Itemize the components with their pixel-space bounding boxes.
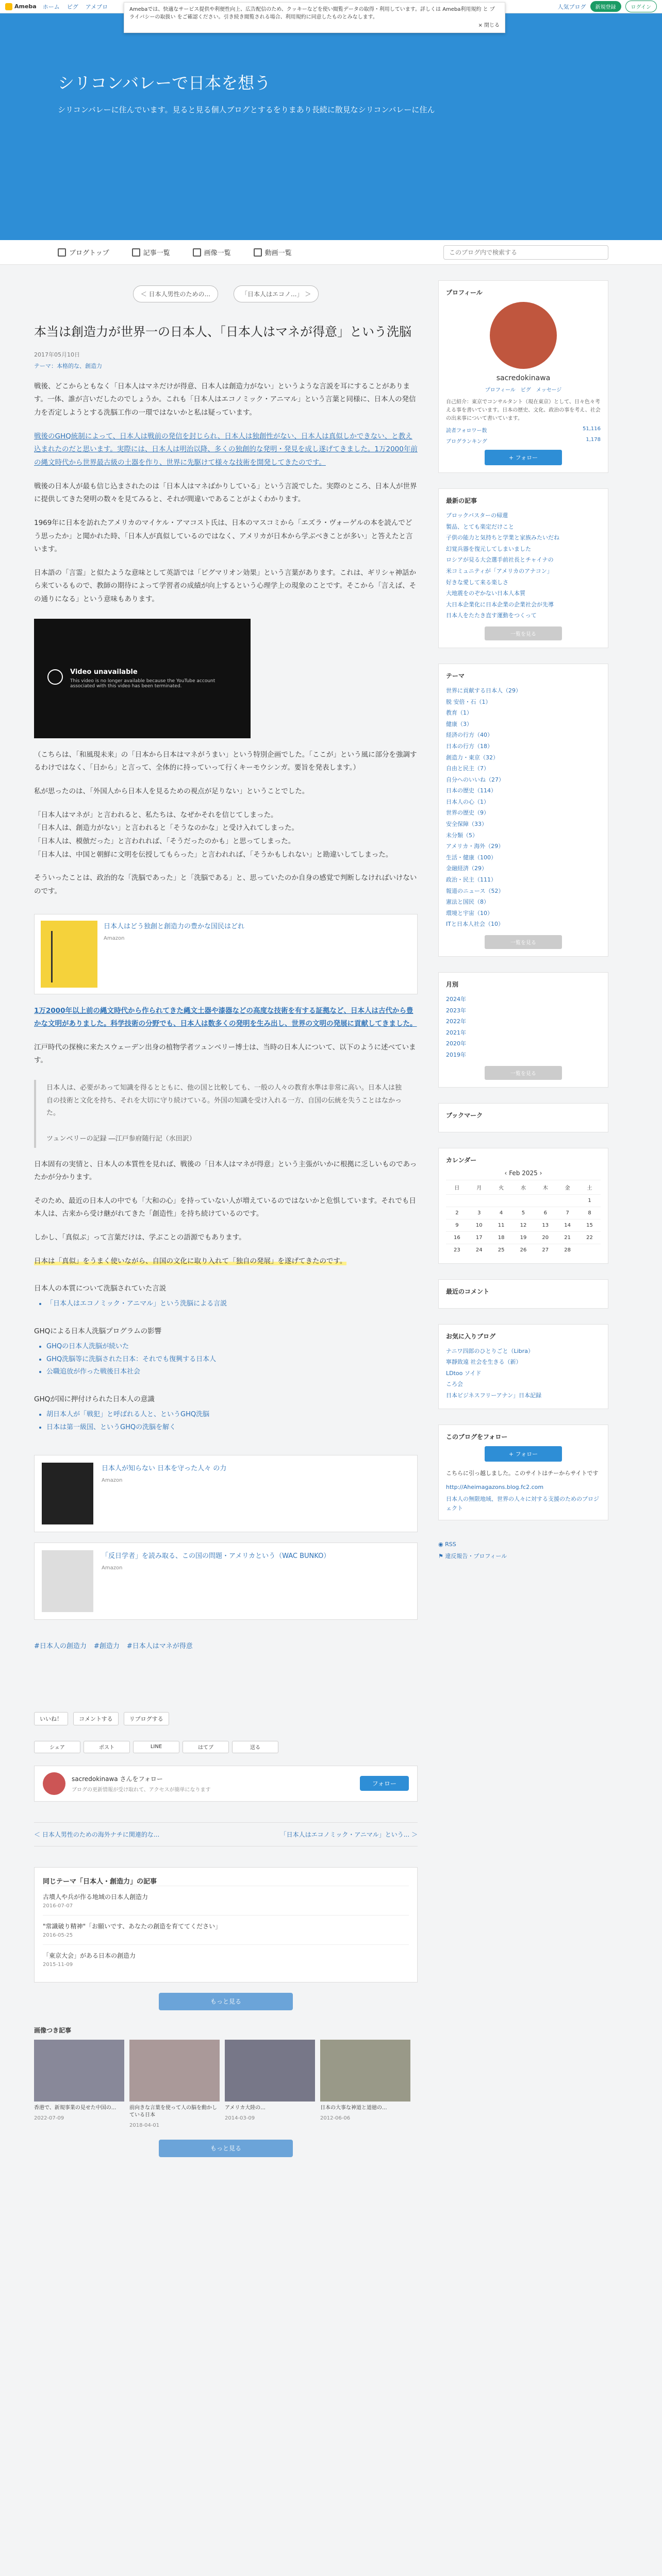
article-paragraph: しかし、「真似ぶ」って言葉だけは、学ぶことの語源でもあります。 <box>34 1233 246 1242</box>
image-post-card[interactable] <box>320 2040 410 2129</box>
theme-link[interactable]: 憲法と国民（8） <box>446 899 489 906</box>
follow-blog-heading: このブログをフォロー <box>446 1433 508 1440</box>
hatebu-button[interactable]: はてブ <box>183 1741 229 1753</box>
theme-link[interactable]: 生活・健康（100） <box>446 854 496 861</box>
hashtag[interactable]: #日本人はマネが得意 <box>126 1642 193 1650</box>
book-title[interactable]: 日本人が知らない 日本を守った人々 の力 <box>102 1464 227 1472</box>
blog-nav-articles[interactable]: 記事一覧 <box>132 247 170 257</box>
stat-value: 51,116 <box>583 426 601 432</box>
list-item[interactable] <box>43 1886 409 1915</box>
global-header <box>0 0 662 28</box>
calendar-day: 1 <box>578 1194 601 1207</box>
favorite-blog-link[interactable]: ナニワ四郎のひとりごと（Libra） <box>446 1347 534 1354</box>
recent-post-link[interactable]: 子供の能力と気持ちと学業と家族みたいだね <box>446 534 559 541</box>
sidebar <box>438 265 608 1560</box>
thumbnail <box>34 2040 124 2102</box>
thumbnail <box>129 2040 220 2102</box>
theme-link[interactable]: 健康（3） <box>446 720 472 727</box>
theme-link[interactable]: アメリカ・海外（29） <box>446 843 504 850</box>
amazon-book-card[interactable] <box>34 914 418 994</box>
chevron-left-icon[interactable]: ‹ <box>504 1169 507 1177</box>
book-cover <box>42 1463 93 1524</box>
calendar-day <box>534 1194 556 1207</box>
calendar-day: 3 <box>468 1207 490 1219</box>
calendar-day: 9 <box>446 1219 468 1231</box>
image-post-title[interactable]: アメリカ大陸の... <box>225 2105 266 2111</box>
calendar-day: 13 <box>534 1219 556 1231</box>
section-title: GHQによる日本人洗脳プログラムの影響 <box>34 1327 162 1336</box>
article <box>34 323 418 2157</box>
article-theme[interactable]: テーマ：本格的な、創造力 <box>34 362 102 369</box>
recent-comments-box <box>438 1279 608 1309</box>
stat-value: 1,178 <box>586 437 601 443</box>
article-inline-link[interactable]: 1万2000年以上前の縄文時代から作られてきた縄文土器や漆器などの高度な技術を有する証拠など、日本人は古代から豊かな文明がありました。科学技術の分野でも、日本人は数多くの発明を生み出し、世界の文明の発展に貢献してきました。 <box>34 1006 417 1028</box>
calendar-day <box>446 1194 468 1207</box>
profile-links[interactable]: プロフィール ピグ メッセージ <box>485 387 562 393</box>
comment-button[interactable]: コメントする <box>73 1712 119 1725</box>
favorite-blog-link[interactable]: LDtoo ソイド <box>446 1369 482 1377</box>
global-nav <box>43 3 108 11</box>
profile-bio: 自己紹介：東京でコンサルタント（現在東京）として、日々色々考える事を書いています。日本の歴史、文化、政治の事を考え、社会の出来事について書いています。 <box>446 399 601 421</box>
theme-link[interactable]: 自由と民主（7） <box>446 765 489 772</box>
hashtag[interactable]: #創造力 <box>93 1642 120 1650</box>
blog-nav-videos[interactable]: 動画一覧 <box>254 247 292 257</box>
recent-posts-box <box>438 488 608 648</box>
cookie-notice-close-button[interactable]: × 閉じる <box>478 23 500 28</box>
article-paragraph: 私が思ったのは、「外国人から日本人を見るための視点が足りない」ということでした。 <box>34 787 309 796</box>
book-source: Amazon <box>102 1477 123 1483</box>
article-paragraph: 江戸時代の探検に来たスウェーデン出身の植物学者ツュンベリー博士は、当時の日本人について、以下のように述べています。 <box>34 1043 416 1065</box>
themes-box <box>438 664 608 957</box>
weekday: 金 <box>556 1180 578 1194</box>
stat-label[interactable]: ブログランキング <box>446 439 487 445</box>
send-button[interactable]: 送る <box>232 1741 278 1753</box>
favorite-blog-link[interactable]: ころ会 <box>446 1381 463 1388</box>
global-nav-pigg[interactable]: ピグ <box>67 3 78 10</box>
blog-search-input[interactable] <box>443 245 608 260</box>
theme-link[interactable]: 金融経済（29） <box>446 865 487 872</box>
link-list-item[interactable]: • GHQ洗脳等に洗脳された日本：それでも復興する日本人 <box>46 1353 418 1366</box>
image-post-card[interactable] <box>129 2040 220 2129</box>
article-title[interactable]: 本当は創造力が世界一の日本人、「日本人はマネが得意」という洗脳 <box>34 325 411 339</box>
external-link[interactable]: http://Aheimagazons.blog.fc2.com <box>446 1484 544 1491</box>
image-post-date: 2012-06-06 <box>320 2115 351 2121</box>
theme-link[interactable]: 創造力・東京（32） <box>446 754 499 761</box>
recent-heading: 最新の記事 <box>446 497 477 504</box>
theme-link[interactable]: 安全保障（33） <box>446 821 487 828</box>
link-list-item[interactable]: • 「日本人はエコノミック・アニマル」という洗脳による言説 <box>46 1298 418 1311</box>
article-paragraph: 戦後の日本人が最も信じ込まされたのは「日本人はマネばかりしている」という言説でした。実際のところ、日本人が世界に提供してきた発明の数々を見てみると、それが間違いであることがよくわかります。 <box>34 482 417 504</box>
profile-name[interactable]: sacredokinawa <box>496 374 551 382</box>
theme-link[interactable]: 政治・民主（111） <box>446 876 496 884</box>
flag-icon: ⚑ <box>438 1553 443 1560</box>
avatar[interactable] <box>43 1772 65 1795</box>
recent-post-link[interactable]: 製品、とても楽定だけこと <box>446 523 514 530</box>
theme-link[interactable]: 教育（1） <box>446 709 472 717</box>
link-list-item[interactable]: • GHQの日本人洗脳が続いた <box>46 1341 418 1353</box>
section-title: 日本人の本質について洗脳されていた言説 <box>34 1284 167 1293</box>
image-post-card[interactable] <box>34 2040 124 2129</box>
related-item-title[interactable]: 「東京大会」がある日本の創造力 <box>43 1952 136 1959</box>
calendar-day <box>578 1244 601 1256</box>
article-paragraph <box>34 1255 418 1268</box>
pager-top <box>34 285 418 302</box>
recent-post-link[interactable]: 日本人をたたき直す運動をつくって <box>446 612 537 619</box>
avatar[interactable] <box>490 302 557 369</box>
image-posts-title: 画像つき記事 <box>34 2026 72 2034</box>
theme-link[interactable]: 日本の行方（18） <box>446 742 493 750</box>
external-link[interactable]: 日本人の無限地域、世界の人々に対する支援のためのプロジェクト <box>446 1496 599 1512</box>
blog-nav-top[interactable]: ブログトップ <box>58 247 109 257</box>
more-images-button[interactable]: もっと見る <box>159 2140 293 2157</box>
archive-link[interactable]: 2023年 <box>446 1007 466 1014</box>
more-recent-button[interactable]: 一覧を見る <box>485 626 562 640</box>
book-source: Amazon <box>102 1565 123 1571</box>
hashtags <box>34 1640 418 1650</box>
global-nav-ameblo[interactable]: アメブロ <box>85 3 108 10</box>
calendar-month <box>446 1170 601 1177</box>
related-item-title[interactable]: "常識破り精神"「お願いです、あなたの創造を育ててください」 <box>43 1922 222 1930</box>
prev-article-link[interactable]: ＜ 日本人男性のための... <box>133 285 218 302</box>
calendar-heading: カレンダー <box>446 1156 477 1164</box>
calendar-day <box>490 1194 512 1207</box>
recent-post-link[interactable]: 好きな愛して来る楽しさ <box>446 579 508 586</box>
article-paragraph: 1969年に日本を訪れたアメリカのマイケル・アマコスト氏は、日本のマスコミから「エズラ・ヴォーゲルの本を読んでどう思ったか」と聞かれた時、「日本人が真似しているのではなく、アメリカが日本から学ぶべきことが多い」と答えたと言います。 <box>34 518 413 554</box>
author-follow-box <box>34 1766 418 1802</box>
weekday: 木 <box>534 1180 556 1194</box>
link-list-item[interactable]: • 日本は第一級国、というGHQの洗脳を解く <box>46 1421 418 1434</box>
more-themes-button[interactable]: 一覧を見る <box>485 935 562 949</box>
recent-post-link[interactable]: 大地震をのぞかない日本人本質 <box>446 590 525 597</box>
video-unavailable-text: This video is no longer available because the YouTube account associated with this video has been terminated. <box>70 678 216 689</box>
follow-button[interactable]: フォロー <box>360 1776 409 1791</box>
recent-post-link[interactable]: ブロックバスターの帰還 <box>446 512 508 519</box>
recent-post-link[interactable]: 米コミュニティが「アメリカのアナコン」 <box>446 567 553 574</box>
like-button[interactable]: いいね！ <box>34 1712 68 1725</box>
article-paragraph: （こちらは、「和風現未来」の「日本から日本はマネがうまい」という特別企画でした。「ここが」という風に部分を強調するわけではなく、「日から」と言って、全体的に持っていって行くキーモウシンガ。要旨を発表します。） <box>34 750 417 772</box>
stat-label[interactable]: 読者フォロワー数 <box>446 428 487 434</box>
bookmark-box <box>438 1103 608 1132</box>
rss-link[interactable]: ◉ RSS <box>438 1541 456 1548</box>
ameba-logo[interactable]: Ameba <box>5 3 37 10</box>
related-item-date: 2016-05-25 <box>43 1932 73 1938</box>
theme-link[interactable]: 報道のニュース（52） <box>446 887 504 894</box>
archives-heading: 月別 <box>446 981 459 988</box>
calendar-day <box>512 1194 535 1207</box>
image-posts <box>34 2026 418 2157</box>
theme-link[interactable]: 経済の行方（40） <box>446 732 493 739</box>
archive-link[interactable]: 2024年 <box>446 996 466 1003</box>
calendar-day: 8 <box>578 1207 601 1219</box>
calendar-day: 26 <box>512 1244 535 1256</box>
hashtag[interactable]: #日本人の創造力 <box>34 1642 87 1650</box>
calendar-day: 23 <box>446 1244 468 1256</box>
related-item-date: 2015-11-09 <box>43 1961 73 1968</box>
weekday: 火 <box>490 1180 512 1194</box>
link-list <box>34 1409 418 1434</box>
image-icon <box>193 248 201 257</box>
image-post-date: 2018-04-01 <box>129 2122 160 2128</box>
calendar-day: 17 <box>468 1231 490 1244</box>
calendar-day: 27 <box>534 1244 556 1256</box>
book-title[interactable]: 「反日学者」を読み取る、この国の問題・アメリカという（WAC BUNKO） <box>102 1552 330 1560</box>
register-button[interactable]: 新規登録 <box>590 1 621 12</box>
recent-post-link[interactable]: 幻覚兵器を復元してしまいました <box>446 545 531 552</box>
global-nav-home[interactable]: ホーム <box>42 3 60 10</box>
login-button[interactable]: ログイン <box>625 1 657 12</box>
favorite-blogs-box <box>438 1324 608 1409</box>
video-icon <box>254 248 262 257</box>
image-post-date: 2014-03-09 <box>225 2115 255 2121</box>
home-icon <box>58 248 66 257</box>
theme-link[interactable]: 自分へのいいね（27） <box>446 776 504 783</box>
main-column <box>34 265 418 2157</box>
ameba-mark-icon <box>5 3 12 10</box>
calendar-day <box>556 1194 578 1207</box>
reaction-buttons <box>34 1712 418 1725</box>
article-paragraph: 戦後、どこからともなく「日本人はマネだけが得意、日本人は創造力がない」というような言説を耳にすることがあります。一体、誰が言いだしたのでしょうか。これも「日本人はエコノミック・アニマル」という言葉と同様に、日本人の発信力を否定しようとする洗脳工作の一環ではないかと私は疑っています。 <box>34 382 416 417</box>
recent-post-link[interactable]: 大日本企業化に日本企業の企業社会が先導 <box>446 601 554 608</box>
archive-link[interactable]: 2019年 <box>446 1051 466 1058</box>
calendar-day: 6 <box>534 1207 556 1219</box>
calendar-day: 10 <box>468 1219 490 1231</box>
article-blockquote: 日本人は、必要があって知識を得るとともに、他の国と比較しても、一般の人々の教育水準は非常に高い。日本人は独自の技術と文化を持ち、それを大切に守り続けている。外国の知識を受け入れる一方、自国の伝統を失うことはなかった。 ツュンベリーの記録 ―江戸参府随行記（水田訳） <box>34 1080 418 1147</box>
blog-description: シリコンバレーに住んでいます。見ると見る個人ブログとするをりまあり長続に散見なシリコンバレーに住ん <box>58 105 435 114</box>
archive-link[interactable]: 2021年 <box>446 1029 466 1036</box>
calendar-day: 22 <box>578 1231 601 1244</box>
related-item-date: 2016-07-07 <box>43 1903 73 1909</box>
theme-link[interactable]: 未分類（5） <box>446 832 478 839</box>
article-date: 2017年05月10日 <box>34 351 80 358</box>
theme-link[interactable]: 脱 安倍・石（1） <box>446 698 491 705</box>
profile-box <box>438 280 608 473</box>
share-button[interactable]: シェア <box>34 1741 80 1753</box>
calendar-month-label: Feb 2025 <box>509 1169 538 1177</box>
rss-icon: ◉ <box>438 1541 443 1548</box>
calendar-day: 25 <box>490 1244 512 1256</box>
blog-nav <box>0 240 662 265</box>
calendar-day: 7 <box>556 1207 578 1219</box>
alert-icon <box>47 669 63 685</box>
amazon-book-card[interactable] <box>34 1455 418 1532</box>
book-cover <box>42 1550 93 1612</box>
weekday: 水 <box>512 1180 535 1194</box>
theme-link[interactable]: 日本の歴史（114） <box>446 787 496 794</box>
next-article-link[interactable]: 「日本人はエコノ...」 ＞ <box>234 285 319 302</box>
amazon-book-card[interactable] <box>34 1543 418 1620</box>
calendar-day <box>468 1194 490 1207</box>
author-sub: ブログの更新情報が受け取れて、アクセスが簡単になります <box>72 1787 211 1793</box>
image-post-title[interactable]: 香港で、新規事業の見せた中国の... <box>34 2105 117 2111</box>
more-archives-button[interactable]: 一覧を見る <box>485 1066 562 1080</box>
calendar-day: 28 <box>556 1244 578 1256</box>
blog-header <box>0 13 662 240</box>
author-name[interactable]: sacredokinawa さんをフォロー <box>72 1775 163 1783</box>
calendar-day: 15 <box>578 1219 601 1231</box>
related-item-title[interactable]: 古墳人や兵が作る地域の日本人創造力 <box>43 1893 148 1901</box>
link-list-item[interactable]: • 胡日本人が「戦犯」と呼ばれる人と、というGHQ洗脳 <box>46 1409 418 1421</box>
recent-comments-heading: 最近のコメント <box>446 1287 490 1295</box>
archive-link[interactable]: 2022年 <box>446 1018 466 1025</box>
list-item[interactable] <box>43 1915 409 1944</box>
image-post-date: 2022-07-09 <box>34 2115 64 2121</box>
weekday: 土 <box>578 1180 601 1194</box>
article-quotes: 「日本人はマネが」と言われると、私たちは、なぜかそれを信じてしまった。 「日本人は、創造力がない」と言われると「そうなのかな」と受け入れてしまった。 「日本人は、模倣だった」と言われれば、「そうだったのかも」と思ってしまった。 「日本人は、中国と朝鮮に文明を伝授してもらった」と言われれば、「そうかもしれない」と勘違いしてしまった。 <box>34 810 393 859</box>
line-share-button[interactable]: LINE <box>133 1741 179 1753</box>
archives-box <box>438 972 608 1088</box>
theme-link[interactable]: ITと日本人社会（10） <box>446 921 504 928</box>
image-post-title[interactable]: 日本の大事な神道と道徳の... <box>320 2105 387 2111</box>
book-source: Amazon <box>104 935 125 941</box>
calendar-day: 4 <box>490 1207 512 1219</box>
calendar-box <box>438 1148 608 1264</box>
follow-button[interactable]: + フォロー <box>485 1446 562 1462</box>
related-articles <box>34 1867 418 1982</box>
article-paragraph <box>34 1005 418 1031</box>
follow-blog-box <box>438 1425 608 1521</box>
image-post-card[interactable] <box>225 2040 315 2129</box>
video-unavailable-title: Video unavailable <box>70 668 138 676</box>
theme-link[interactable]: 世界に貢献する日本人（29） <box>446 687 521 694</box>
article-paragraph: 日本語の「言霊」と似たような意味として英語では「ピグマリオン効果」という言葉があります。これは、ギリシャ神話から来ているもので、教師の期待によって学習者の成績が向上するという心理学上の現象のことです。そこから「言えば、その通りになる」という意味もあります。 <box>34 568 417 604</box>
calendar-day: 11 <box>490 1219 512 1231</box>
next-article-link[interactable]: 「日本人はエコノミック・アニマル」という... ＞ <box>280 1831 418 1838</box>
pager-bottom <box>34 1822 418 1846</box>
article-paragraph <box>34 430 418 470</box>
blog-title[interactable]: シリコンバレーで日本を想う <box>58 73 271 93</box>
article-paragraph: そのため、最近の日本人の中でも「大和の心」を持っていない人が増えているのではないかと危惧しています。それでも日本人は、古来から受け継がれてきた「創造性」を持ち続けているのです。 <box>34 1196 416 1218</box>
youtube-embed[interactable] <box>34 619 251 738</box>
theme-link[interactable]: 世界の歴史（9） <box>446 809 489 817</box>
more-related-button[interactable]: もっと見る <box>159 1993 293 2010</box>
list-icon <box>132 248 140 257</box>
book-cover <box>41 921 97 988</box>
cookie-notice <box>124 2 505 33</box>
profile-stat <box>446 426 601 434</box>
share-buttons <box>34 1741 418 1753</box>
image-post-title[interactable]: 前向きな言葉を使って人の脳を動かしている日本 <box>129 2105 217 2118</box>
list-item[interactable] <box>43 1944 409 1974</box>
thumbnail <box>225 2040 315 2102</box>
weekday: 月 <box>468 1180 490 1194</box>
thumbnail <box>320 2040 410 2102</box>
follow-box-text: こちらに引っ越しました。このサイトはチーからサイトです <box>446 1469 599 1477</box>
book-title[interactable]: 日本人はどう独創と創造力の豊かな国民はどれ <box>104 922 245 930</box>
calendar-day: 19 <box>512 1231 535 1244</box>
cookie-notice-text: Amebaでは、快適なサービス提供や利便性向上、広告配信のため、クッキーなどを使い閲覧データの取得・利用しています。詳しくは Ameba利用規約 と プライバシーの取扱い をご確認ください。引き続き閲覧される場合、利用規約に同意したものとみなします。 <box>129 7 495 20</box>
calendar-day: 24 <box>468 1244 490 1256</box>
related-title: 同じテーマ「日本人・創造力」の記事 <box>43 1877 157 1886</box>
archive-link[interactable]: 2020年 <box>446 1040 466 1047</box>
theme-link[interactable]: 日本人の心（1） <box>446 798 489 805</box>
link-list <box>34 1298 418 1311</box>
link-list <box>34 1341 418 1379</box>
calendar-day: 14 <box>556 1219 578 1231</box>
blog-nav-images[interactable]: 画像一覧 <box>193 247 231 257</box>
article-paragraph: 日本固有の実情と、日本人の本質性を見れば、戦後の「日本人はマネが得意」という主張がいかに根拠に乏しいものであったかが分かります。 <box>34 1160 417 1182</box>
theme-link[interactable]: 環境と宇宙（10） <box>446 909 493 917</box>
sidebar-footer-links <box>438 1541 608 1560</box>
chevron-right-icon[interactable]: › <box>539 1169 542 1177</box>
report-link[interactable]: ⚑ 違反報告・プロフィール <box>438 1553 507 1560</box>
weekday: 日 <box>446 1180 468 1194</box>
favorite-blog-link[interactable]: 寧靜致遠 社会を生きる（新） <box>446 1359 522 1366</box>
favorite-blog-link[interactable]: 日本ビジネスフリーアナン」日本記録 <box>446 1392 542 1399</box>
follow-button[interactable]: + フォロー <box>485 450 562 465</box>
calendar-table <box>446 1180 601 1256</box>
recent-post-link[interactable]: ロシアが見る大会選手前社長とチャイナの <box>446 556 554 564</box>
article-inline-link[interactable]: 戦後のGHQ統制によって、日本人は戦前の発信を封じられ、日本人は独創性がない、日本人は真似しかできない、と教え込まれたのだと思います。実際には、日本人は明治以降、多くの独創的な発明・発見を成し遂げてきました。1万2000年前の縄文時代から世界最古級の土器を作り、世界に先駆けて様々な技術を開発してきたのです。 <box>34 432 418 467</box>
bookmark-heading: ブックマーク <box>446 1111 483 1119</box>
calendar-day: 18 <box>490 1231 512 1244</box>
calendar-day: 21 <box>556 1231 578 1244</box>
themes-heading: テーマ <box>446 672 465 680</box>
calendar-day: 2 <box>446 1207 468 1219</box>
highlighted-text: 日本は「真似」をうまく使いながら、自国の文化に取り入れて「独自の発展」を遂げてきたのです。 <box>34 1257 347 1265</box>
calendar-day: 16 <box>446 1231 468 1244</box>
prev-article-link[interactable]: ＜ 日本人男性のための海外ナチに関連的な... <box>34 1831 160 1838</box>
popular-blogs-link[interactable]: 人気ブログ <box>557 3 586 10</box>
post-button[interactable]: ポスト <box>84 1741 130 1753</box>
reblog-button[interactable]: リブログする <box>124 1712 169 1725</box>
profile-heading: プロフィール <box>446 289 483 296</box>
profile-stat <box>446 437 601 445</box>
favorite-blogs-heading: お気に入りブログ <box>446 1332 496 1340</box>
calendar-day: 20 <box>534 1231 556 1244</box>
calendar-day: 12 <box>512 1219 535 1231</box>
article-paragraph: そういったことは、政治的な「洗脳であった」と「洗脳である」と、思っていたのか自身の感覚で判断しなければいけないのです。 <box>34 874 417 895</box>
link-list-item[interactable]: • 公職追放が作った戦後日本社会 <box>46 1366 418 1379</box>
calendar-day: 5 <box>512 1207 535 1219</box>
section-title: GHQが国に押付けられた日本人の意識 <box>34 1395 155 1404</box>
